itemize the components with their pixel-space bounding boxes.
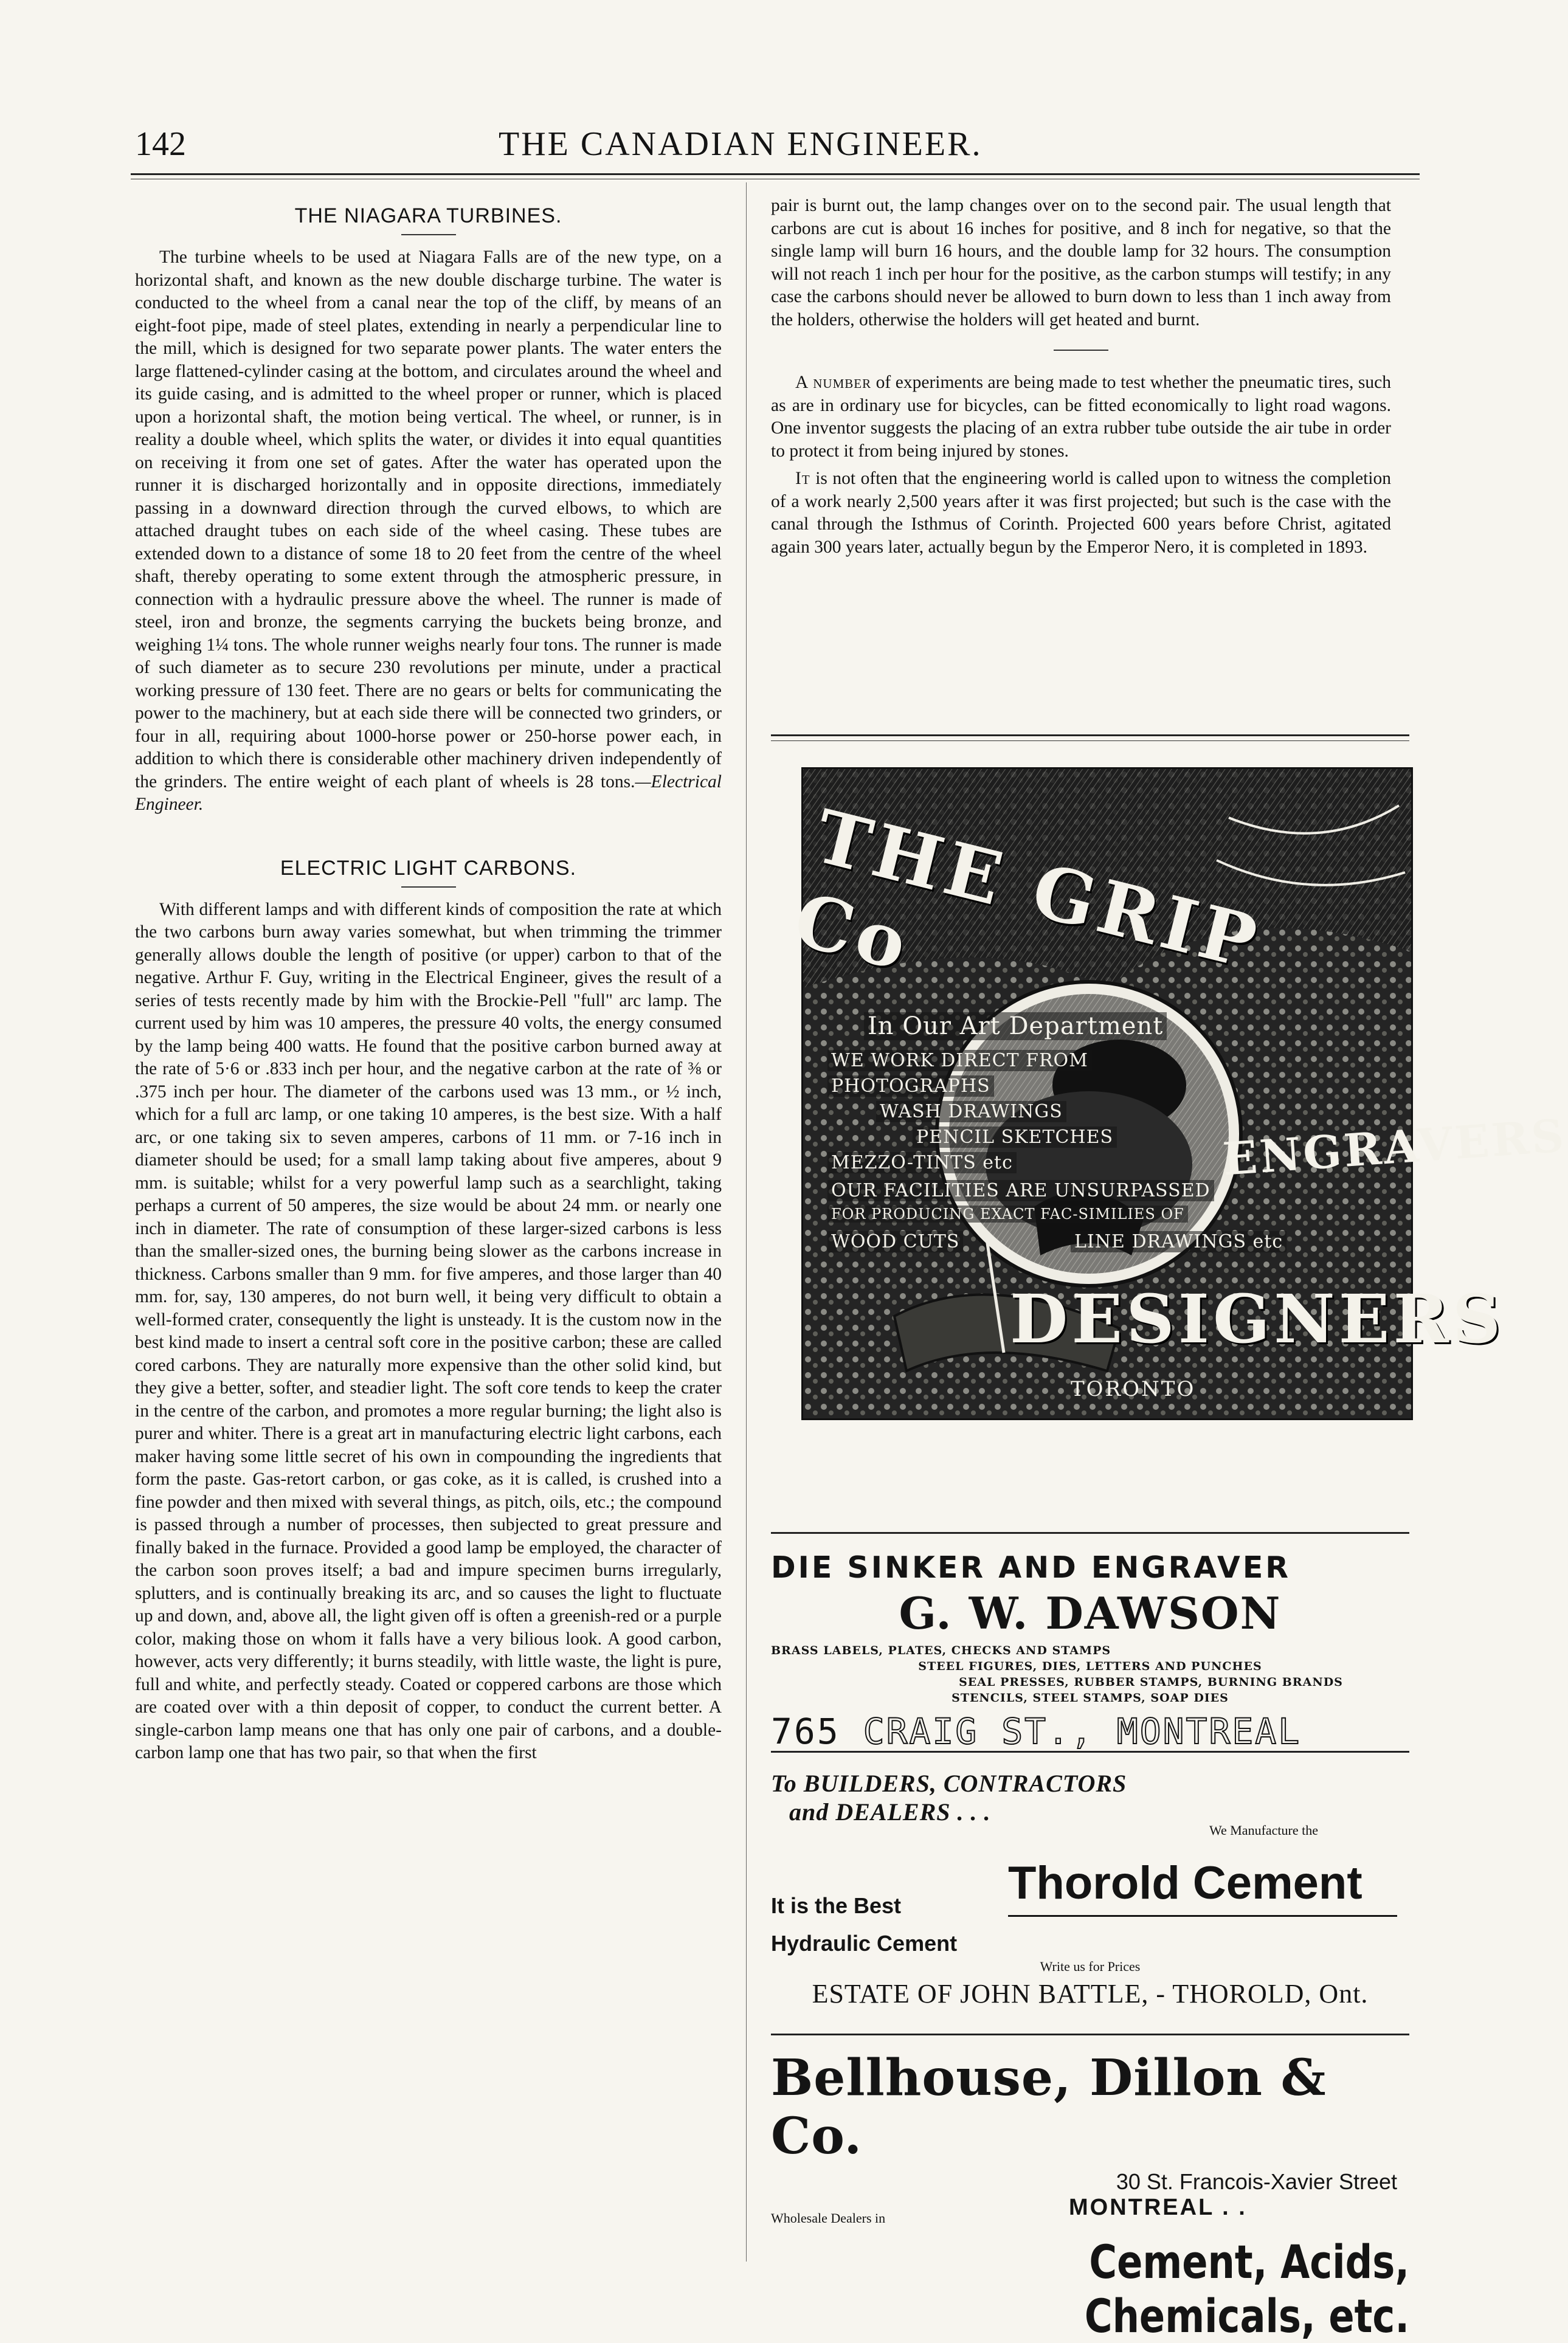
grip-line: PHOTOGRAPHS xyxy=(827,1075,994,1097)
grip-city: TORONTO xyxy=(1071,1377,1196,1401)
page-number: 142 xyxy=(135,125,186,163)
title-rule xyxy=(401,234,456,235)
article-title-carbons: ELECTRIC LIGHT CARBONS. xyxy=(280,856,577,880)
note-lead: It xyxy=(795,469,810,488)
thorold-audience: To BUILDERS, CONTRACTORS xyxy=(771,1770,1127,1797)
thorold-audience-2: and DEALERS . . . xyxy=(789,1798,991,1826)
niagara-text: The turbine wheels to be used at Niagara Falls are of the new type, on a horizontal shaft, and known as the new double discharge turbine. The water is conducted to the wheel from a canal near the top of the cliff, by means of an eight-foot pipe, made of steel plates, extending in nearly a perpendicular line to the mill, which is designed for two separate power plants. The water enters the large flattened-cylinder casing at the bottom, and circulates around the wheel and its guide casing, and is admitted to the wheel proper or runner, which is placed upon a horizontal shaft, the motion being vertical. The wheel, or runner, is in reality a double wheel, which splits the water, or divides it into equal quantities on receiving it from one set of gates. After the water has operated upon the runner it is discharged horizontally and in opposite directions, immediately passing in a downward direction through the curved elbows, to which are attached draught tubes on each side of the wheel casing. These tubes are extended down to a distance of some 18 to 20 feet from the centre of the wheel shaft, thereby operating to some extent through the atmospheric pressure, in connection with a hydraulic pressure above the wheel. The runner is made of steel, iron and bronze, the segments carrying the buckets being bronze, and weighing 1¼ tons. The whole runner weighs nearly four tons. The runner is made of such diameter as to secure 230 revolutions per minute, under a practical working pressure of 130 feet. There are no gears or belts for communicating the power to the machinery, but at each side there will be connected two grinders, or four in all, requiring about 1000-horse power or 250-horse power each, in addition to which there is considerable other machinery driven independently of the grinders. The entire weight of each plant of wheels is 28 tons. xyxy=(135,247,722,792)
dawson-line: STENCILS, STEEL STAMPS, SOAP DIES xyxy=(952,1691,1229,1705)
title-rule xyxy=(401,886,456,888)
grip-line: WE WORK DIRECT FROM xyxy=(827,1050,1092,1071)
note-rule xyxy=(1054,350,1108,351)
thorold-estate: ESTATE OF JOHN BATTLE, - THOROLD, Ont. xyxy=(812,1979,1369,2009)
right-column xyxy=(771,195,1391,559)
ad-rule-thin xyxy=(771,740,1409,741)
niagara-source: —Electrical Engineer. xyxy=(135,771,722,814)
dawson-address xyxy=(771,1711,1409,1752)
bellhouse-city: MONTREAL . . xyxy=(1069,2195,1247,2220)
thorold-brand-row xyxy=(771,1838,1409,1930)
thorold-brand: Thorold Cement xyxy=(1008,1857,1363,1909)
bellhouse-wholesale: Wholesale Dealers in xyxy=(771,2210,886,2226)
grip-line: FOR PRODUCING EXACT FAC-SIMILIES OF xyxy=(827,1206,1188,1223)
bellhouse-goods: Cement, Acids, Chemicals, etc. xyxy=(1084,2235,1409,2343)
note-lead: A number xyxy=(795,373,872,392)
grip-line: WASH DRAWINGS xyxy=(876,1101,1066,1122)
bellhouse-ad xyxy=(771,2049,1409,2343)
note-text: of experiments are being made to test whether the pneumatic tires, such as are in ordinary use for bicycles, can be fitted economically to light road wagons. One inventor suggests the placing of an extra rubber tube outside the air tube in order to protect it from being injured by stones. xyxy=(771,373,1391,461)
bellhouse-name: Bellhouse, Dillon & Co. xyxy=(771,2049,1327,2165)
thorold-manufacture: We Manufacture the xyxy=(1209,1823,1318,1838)
bellhouse-street: 30 St. Francois-Xavier Street xyxy=(1116,2169,1397,2194)
thorold-cement-ad xyxy=(771,1769,1409,2009)
grip-designers: DESIGNERS xyxy=(1010,1280,1505,1358)
running-title: THE CANADIAN ENGINEER. xyxy=(499,125,983,163)
carbons-continuation: pair is burnt out, the lamp changes over on to the second pair. The usual length that carbons are cut is about 16 inches for positive, and 8 inch for negative, so that the single lamp will burn 16 hours, and the double lamp for 32 hours. The consumption will not reach 1 inch per hour for the positive, as the carbon stumps will testify; in any case the carbons should never be allowed to burn down to less than 1 inch away from the holders, otherwise the holders will get heated and burnt. xyxy=(771,196,1391,330)
column-divider xyxy=(746,182,747,2262)
ad-rule xyxy=(771,1751,1409,1753)
thorold-write: Write us for Prices xyxy=(1040,1959,1141,1974)
thorold-hydraulic: Hydraulic Cement xyxy=(771,1931,958,1956)
grip-line: LINE DRAWINGS etc xyxy=(1071,1231,1287,1252)
left-column xyxy=(135,195,722,1765)
article-body-carbons: With different lamps and with different kinds of composition the rate at which the two carbons burn away varies somewhat, but when trimming the trimmer generally allows double the length of positive (or upper) carbon to that of the negative. Arthur F. Guy, writing in the Electrical Engineer, gives the result of a series of tests recently made by him with the Brockie-Pell "full" arc lamp. The current used by him was 10 amperes, the pressure 40 volts, the energy consumed by the lamp being 400 watts. He found that the positive carbon burned away at the rate of 5·6 or .833 inch per hour, and the negative carbon at the rate of ⅜ or .375 inch per hour. The diameter of the carbons used was 13 mm., or ½ inch, which for a full arc lamp, or one taking 10 amperes, is the best size. With a half arc, or one taking six to seven amperes, carbons of 11 mm. or 7-16 inch in diameter should be used; for a small lamp taking about five amperes, about 9 mm. is suitable; whilst for a very powerful lamp such as a searchlight, taking perhaps a current of 50 amperes, the size would be about 24 mm. or nearly one inch in diameter. The rate of consumption of these larger-sized carbons is less than the smaller-sized ones, the burning being slower as the carbons increase in thickness. Carbons smaller than 9 mm. for five amperes, and those larger than 40 mm. for, say, 130 amperes, do not burn well, it being very difficult to obtain a well-formed crater, consequently the light is unsteady. It is the custom now in the best kind made to insert a central soft core in the positive carbon; these are called cored carbons. They are naturally more expensive than the other solid kind, but they give a better, softer, and steadier light. The soft core tends to keep the crater in the centre of the carbon, and promotes a more regular burning; the light also is purer and whiter. There is a great art in manufacturing electric light carbons, each maker having some little secret of his own in compounding the ingredients that form the paste. Gas-retort carbon, or gas coke, as it is called, is crushed into a fine powder and then mixed with several things, as pitch, oils, etc.; the compound is passed through a number of processes, then subjected to great pressure and finally baked in the furnace. Provided a good lamp be employed, the character of the carbon soon proves itself; a bad and impure specimen burns irregularly, splutters, and is continually breaking its arc, and so causes the light to fluctuate up and down, and, above all, the light given off is often a greenish-red or a purple color, making those on whom it falls have a very bilious look. A good carbon, however, acts very differently; it burns steadily, with little waste, the light is pure, full and white, and perfectly steady. Coated or coppered carbons are those which are coated over with a thin deposit of copper, to conduct the current better. A single-carbon lamp means one that has only one pair of carbons, and a double-carbon lamp one that has two pair, so that when the first xyxy=(135,899,722,1762)
dawson-ad xyxy=(771,1550,1409,1752)
note-text: is not often that the engineering world is called upon to witness the completion of a work nearly 2,500 years after it was first projected; but such is the case with the canal through the Isthmus of Corinth. Projected 600 years before Christ, agitated again 300 years later, actually begun by the Emperor Nero, it is completed in 1893. xyxy=(771,469,1391,557)
dawson-name: G. W. DAWSON xyxy=(899,1587,1282,1639)
ad-rule xyxy=(771,2034,1409,2035)
article-title-niagara: THE NIAGARA TURBINES. xyxy=(294,204,562,227)
note-pneumatic-tires xyxy=(771,371,1391,463)
ad-rule xyxy=(771,1532,1409,1534)
grip-line: In Our Art Department xyxy=(864,1012,1167,1040)
grip-engraving-ad xyxy=(786,767,1568,1420)
dawson-line: STEEL FIGURES, DIES, LETTERS AND PUNCHES xyxy=(918,1660,1262,1673)
thorold-best: It is the Best xyxy=(771,1893,902,1918)
grip-line: PENCIL SKETCHES xyxy=(913,1127,1117,1148)
dawson-line: BRASS LABELS, PLATES, CHECKS AND STAMPS xyxy=(771,1644,1111,1657)
grip-line: WOOD CUTS xyxy=(827,1231,963,1252)
thorold-brand-rule xyxy=(1008,1915,1397,1917)
dawson-address-street: CRAIG ST., MONTREAL xyxy=(863,1711,1302,1752)
header-rule xyxy=(131,173,1420,175)
ad-rule xyxy=(771,734,1409,736)
grip-line: MEZZO-TINTS etc xyxy=(827,1152,1017,1173)
dawson-services xyxy=(771,1643,1409,1706)
grip-title: THE GRIP Co xyxy=(786,793,1269,988)
dawson-address-number: 765 xyxy=(771,1711,840,1752)
grip-line: OUR FACILITIES ARE UNSURPASSED xyxy=(827,1180,1214,1201)
grip-engravers: ENGRAVERS xyxy=(1221,1109,1568,1186)
dawson-line: SEAL PRESSES, RUBBER STAMPS, BURNING BRANDS xyxy=(959,1675,1343,1689)
note-corinth-canal xyxy=(771,468,1391,559)
dawson-trade: DIE SINKER AND ENGRAVER xyxy=(771,1550,1291,1585)
article-body-niagara xyxy=(135,246,722,816)
bellhouse-row xyxy=(771,2195,1409,2229)
